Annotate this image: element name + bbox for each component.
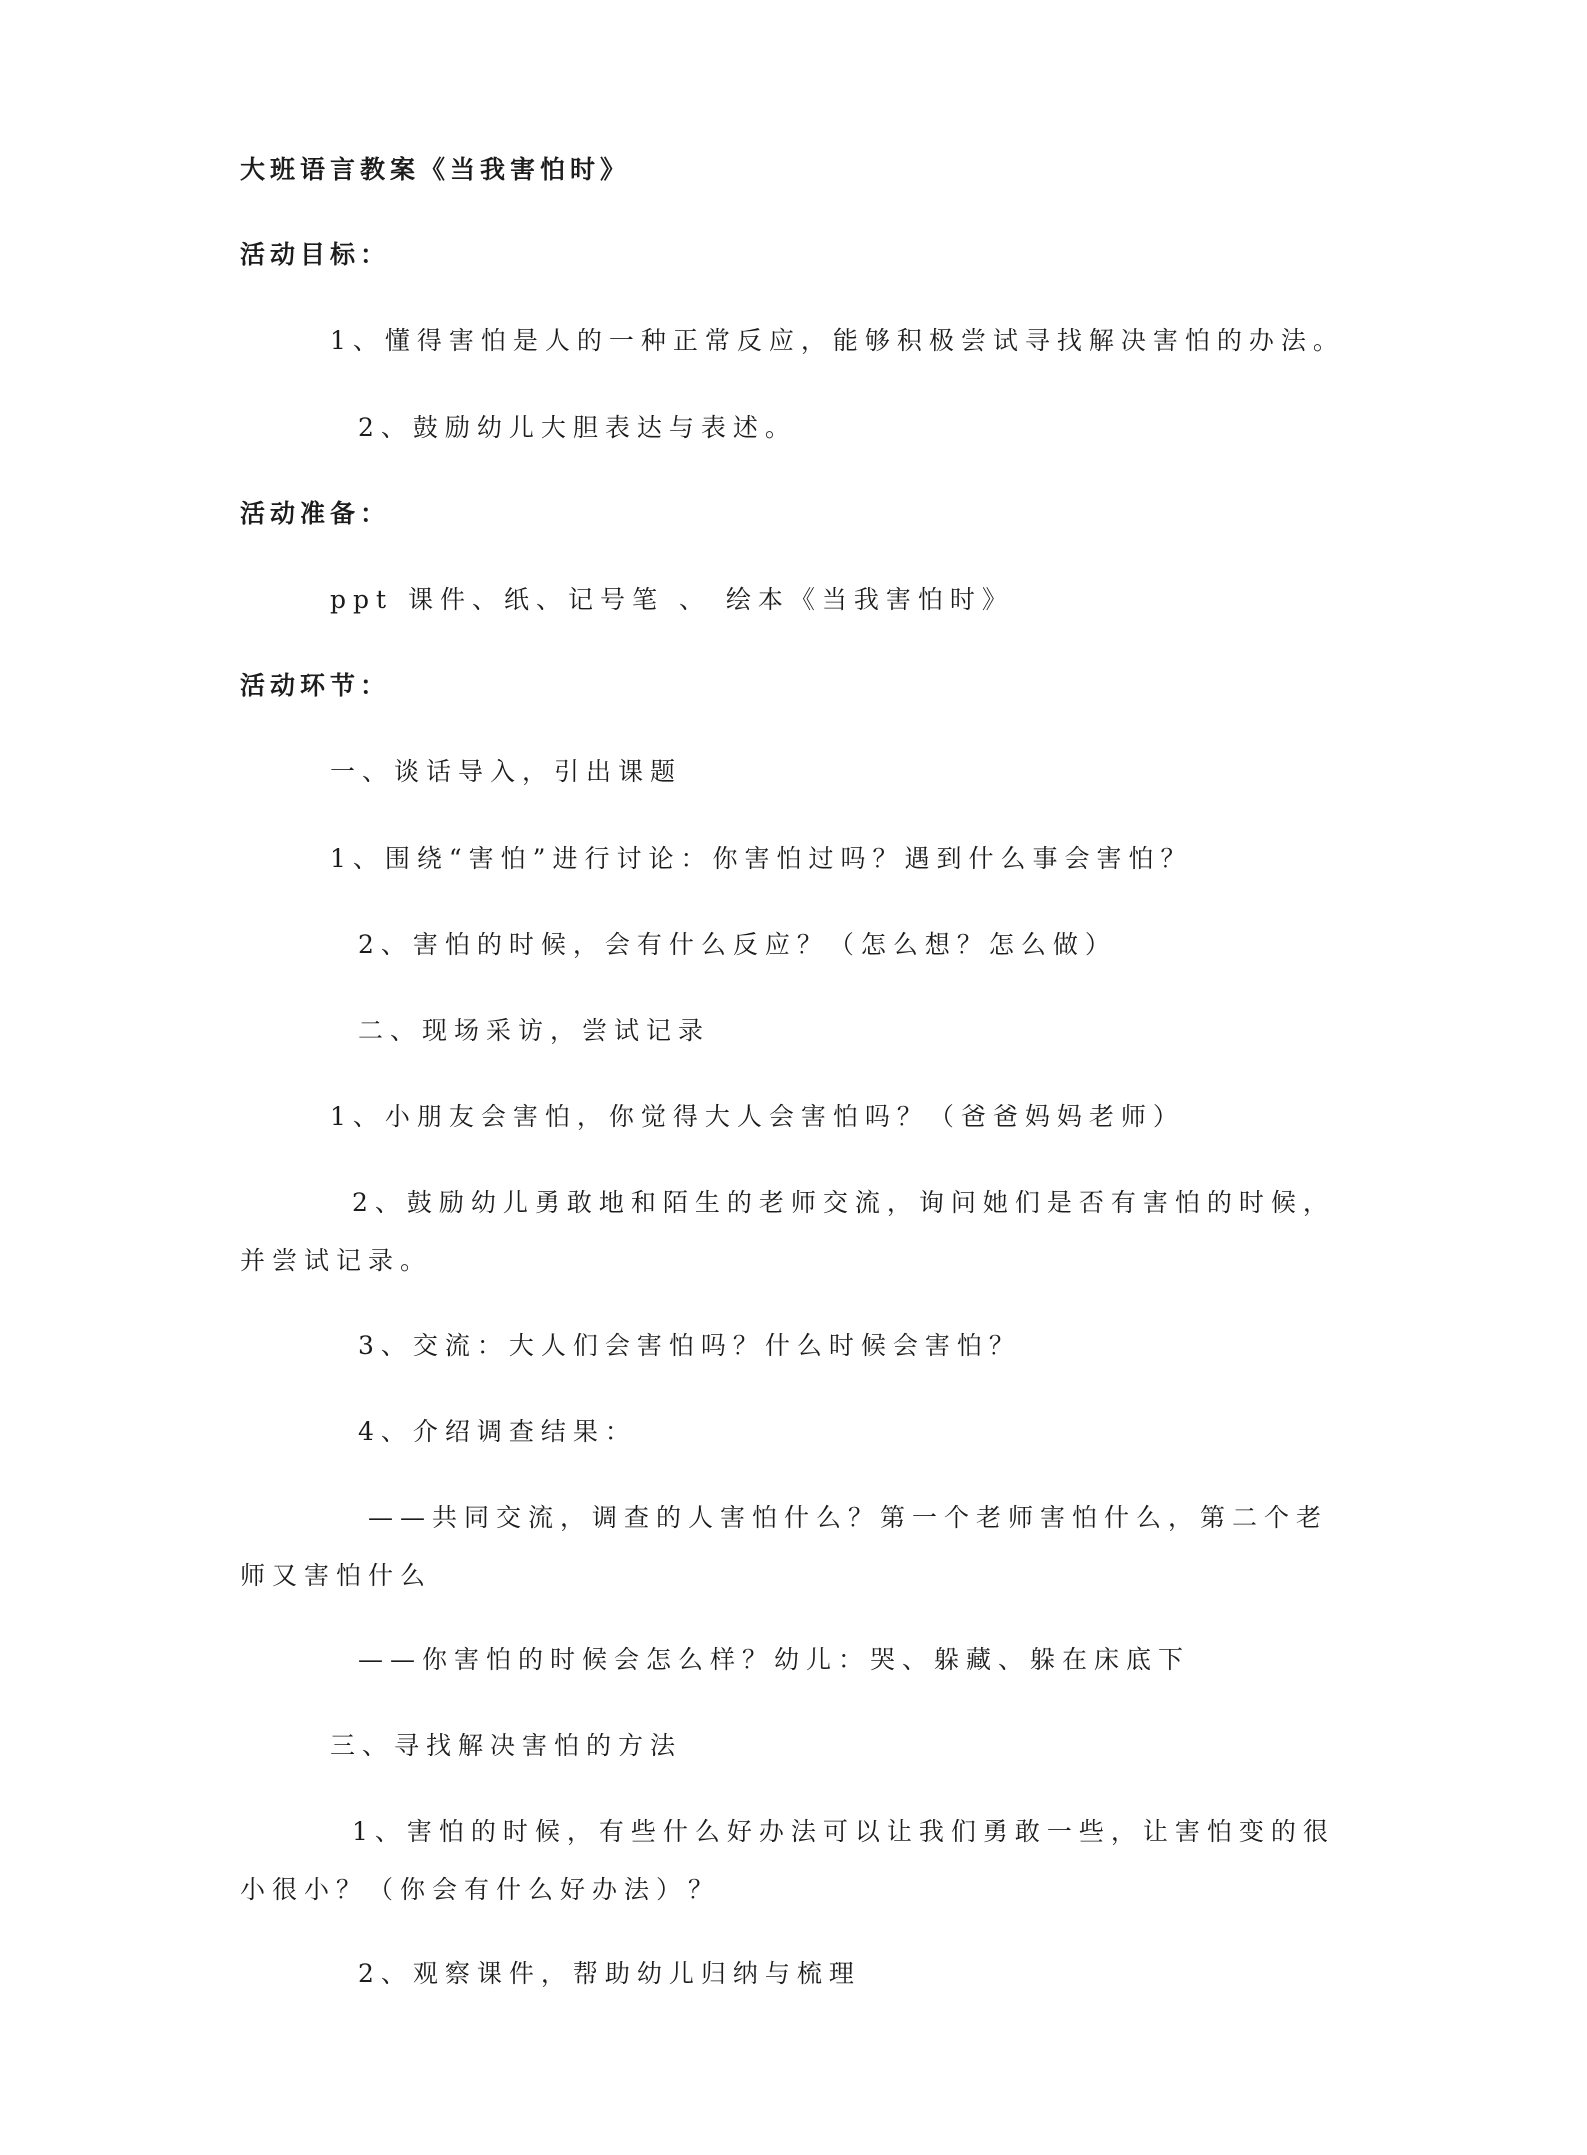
document-title: 大班语言教案《当我害怕时》 [240,155,631,184]
goal-item: 1、懂得害怕是人的一种正常反应，能够积极尝试寻找解决害怕的办法。 [330,326,1345,355]
steps-heading: 活动环节： [240,671,391,700]
part2-sub-item: ——你害怕的时候会怎么样？幼儿：哭、躲藏、躲在床底下 [358,1645,1191,1674]
part2-item: 1、小朋友会害怕，你觉得大人会害怕吗？（爸爸妈妈老师） [330,1102,1185,1131]
part1-item: 2、害怕的时候，会有什么反应？（怎么想？怎么做） [358,930,1117,959]
goal-item: 2、鼓励幼儿大胆表达与表述。 [358,413,797,442]
part2-heading: 二、现场采访，尝试记录 [358,1016,711,1045]
prep-heading: 活动准备： [240,499,391,528]
part2-item: 4、介绍调查结果： [358,1417,637,1446]
part2-item: 2、鼓励幼儿勇敢地和陌生的老师交流，询问她们是否有害怕的时候，并尝试记录。 [240,1188,1335,1275]
part3-item: 1、害怕的时候，有些什么好办法可以让我们勇敢一些，让害怕变的很小很小？（你会有什么好办法）？ [240,1817,1335,1904]
part2-item: 3、交流：大人们会害怕吗？什么时候会害怕？ [358,1331,1021,1360]
part3-item: 2、观察课件，帮助幼儿归纳与梳理 [358,1959,861,1988]
part1-heading: 一、谈话导入，引出课题 [330,757,683,786]
prep-text: ppt 课件、纸、记号笔 、 绘本《当我害怕时》 [330,585,1014,614]
part2-sub-item: ——共同交流，调查的人害怕什么？第一个老师害怕什么，第二个老师又害怕什么 [240,1503,1329,1590]
part3-heading: 三、寻找解决害怕的方法 [330,1731,683,1760]
goals-heading: 活动目标： [240,240,391,269]
part1-item: 1、围绕“害怕”进行讨论：你害怕过吗？遇到什么事会害怕？ [330,844,1193,873]
